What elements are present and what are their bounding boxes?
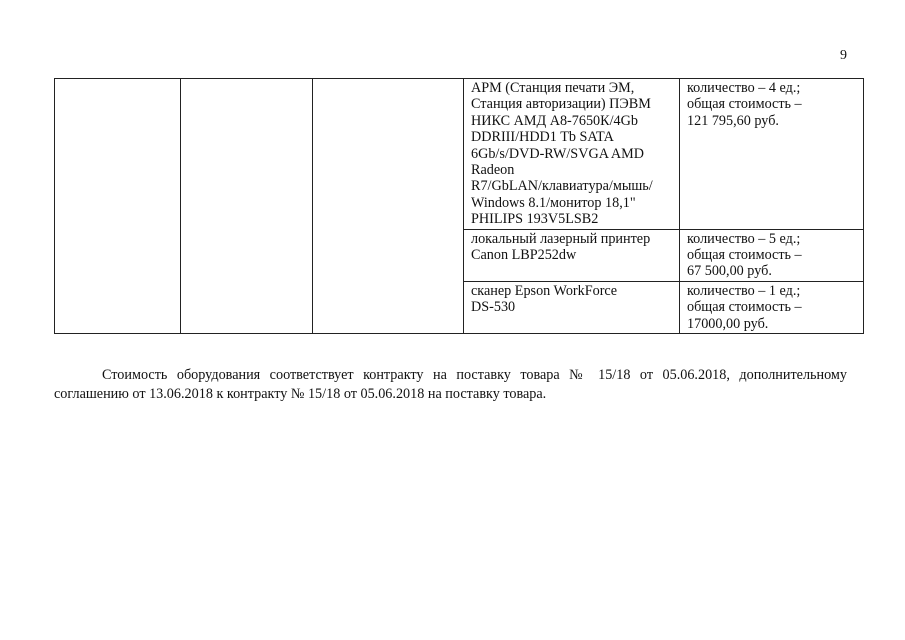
- equipment-cost-cell: количество – 5 ед.; общая стоимость – 67 500,00 руб.: [680, 229, 864, 281]
- equipment-item-cell: локальный лазерный принтер Canon LBP252dw: [464, 229, 680, 281]
- page-number: 9: [840, 48, 847, 63]
- table-row: [55, 79, 864, 230]
- equipment-item-cell: АРМ (Станция печати ЭМ, Станция авторизации) ПЭВМ НИКС АМД А8-7650К/4Gb DDRIII/HDD1 Tb SATA 6Gb/s/DVD-RW/SVGA AMD Radeon R7/GbLAN/клавиатура/мышь/ Windows 8.1/монитор 18,1" PHILIPS 193V5LSB2: [464, 79, 680, 230]
- equipment-table: [54, 78, 864, 334]
- table-cell-empty: [181, 79, 313, 334]
- cost-note-paragraph: Стоимость оборудования соответствует контракту на поставку товара № 15/18 от 05.06.2018, дополнительному соглашению от 13.06.2018 к контракту № 15/18 от 05.06.2018 на поставку товара.: [54, 367, 847, 403]
- equipment-cost-cell: количество – 4 ед.; общая стоимость – 121 795,60 руб.: [680, 79, 864, 230]
- equipment-cost-cell: количество – 1 ед.; общая стоимость – 17000,00 руб.: [680, 281, 864, 333]
- table-cell-empty: [55, 79, 181, 334]
- equipment-item-cell: сканер Epson WorkForce DS-530: [464, 281, 680, 333]
- table-cell-empty: [313, 79, 464, 334]
